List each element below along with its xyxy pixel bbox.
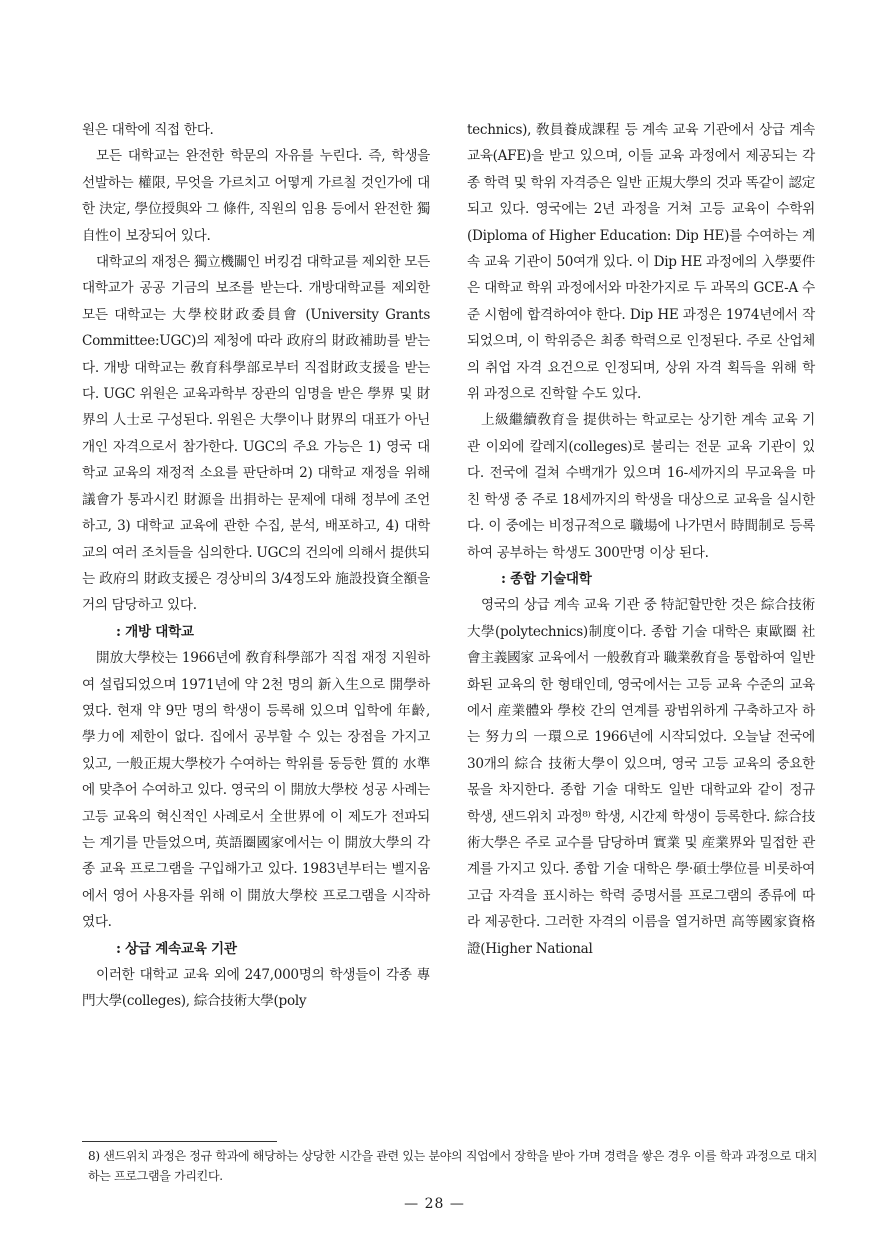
paragraph: 모든 대학교는 완전한 학문의 자유를 누린다. 즉, 학생을 선발하는 權限, 무엇을 가르치고 어떻게 가르칠 것인가에 대한 決定, 學位授與와 그 條件, 직원의 임용 등에서 완전한 獨自性이 보장되어 있다. — [82, 148, 430, 244]
paragraph: 이러한 대학교 교육 외에 247,000명의 학생들이 각종 專門大學(colleges), 綜合技術大學(poly — [82, 967, 430, 1010]
footnote-divider — [82, 1141, 277, 1142]
page-number: — 28 — — [404, 1196, 465, 1212]
footnote-text: 8) 샌드위치 과정은 정규 학과에 해당하는 상당한 시간을 관련 있는 분야의 직업에서 장학을 받아 가며 경력을 쌓은 경우 이를 학과 과정으로 대치하는 프로그램을 가리킨다. — [88, 1149, 818, 1183]
paragraph: 대학교의 재정은 獨立機關인 버킹검 대학교를 제외한 모든 대학교가 공공 기금의 보조를 받는다. 개방대학교를 제외한 모든 대학교는 大學校財政委員會 (University Grants Committee:UGC)의 제청에 따라 政府의 財政補助를 받는다. 개방 대학교는 敎育科學部로부터 직접財政支援을 받는다. UGC 위원은 교육과학부 장관의 임명을 받은 學界 및 財界의 人士로 구성된다. 위원은 大學이나 財界의 대표가 아닌 개인 자격으로서 참가한다. UGC의 주요 가능은 1) 영국 대학교 교육의 재정적 소요를 판단하며 2) 대학교 재정을 위해 議會가 통과시킨 財源을 出捐하는 문제에 대해 정부에 조언하고, 3) 대학교 교육에 관한 수집, 분석, 배포하고, 4) 대학교의 여러 조치들을 심의한다. UGC의 건의에 의해서 提供되는 政府의 財政支援은 경상비의 3/4정도와 施設投資全額을 거의 담당하고 있다. — [82, 254, 430, 614]
right-column — [467, 117, 815, 962]
section-heading: : 개방 대학교 — [116, 623, 194, 640]
paragraph: 上級繼續敎育을 提供하는 학교로는 상기한 계속 교육 기관 이외에 칼레지(colleges)로 불리는 전문 교육 기관이 있다. 전국에 걸쳐 수백개가 있으며 16-세까지의 무교육을 마친 학생 중 주로 18세까지의 학생을 대상으로 교육을 실시한다. 이 중에는 비정규적으로 職場에 나가면서 時間制로 등록하여 공부하는 학생도 300만명 이상 된다. — [467, 412, 815, 561]
paragraph: 원은 대학에 직접 한다. — [82, 122, 214, 138]
paragraph: 開放大學校는 1966년에 敎育科學部가 직접 재정 지원하여 설립되었으며 1971년에 약 2천 명의 新入生으로 開學하였다. 현재 약 9만 명의 학생이 등록해 있으며 입학에 年齡, 學力에 제한이 없다. 집에서 공부할 수 있는 장점을 가지고 있고, 一般正規大學校가 수여하는 학위를 동등한 質的 水準에 맞추어 수여하고 있다. 영국의 이 開放大學校 성공 사례는 고등 교육의 혁신적인 사례로서 全世界에 이 제도가 전파되는 계기를 만들었으며, 英語圈國家에서는 이 開放大學의 각종 교육 프로그램을 구입해가고 있다. 1983년부터는 벨지움에서 영어 사용자를 위해 이 開放大學校 프로그램을 시작하였다. — [82, 650, 430, 931]
section-heading: : 종합 기술대학 — [501, 570, 592, 587]
paragraph: technics), 敎員養成課程 등 계속 교육 기관에서 상급 계속 교육(AFE)을 받고 있으며, 이들 교육 과정에서 제공되는 각종 학력 및 학위 자격증은 일반 正規大學의 것과 똑같이 認定되고 있다. 영국에는 2년 과정을 거쳐 고등 교육이 수학위(Diploma of Higher Education: Dip HE)를 수여하는 계속 교육 기관이 50여개 있다. 이 Dip HE 과정에의 入學要件은 대학교 학위 과정에서와 마찬가지로 두 과목의 GCE-A 수준 시험에 합격하여야 한다. Dip HE 과정은 1974년에서 작되었으며, 이 학위증은 최종 학력으로 인정된다. 주로 산업체의 취업 자격 요건으로 인정되며, 상위 자격 획득을 위해 학위 과정으로 진학할 수도 있다. — [467, 122, 815, 403]
section-heading: : 상급 계속교육 기관 — [116, 940, 237, 957]
paragraph: 영국의 상급 계속 교육 기관 중 特記할만한 것은 綜合技術大學(polytechnics)制度이다. 종합 기술 대학은 東歐圈 社會主義國家 교육에서 一般敎育과 職業敎育을 통합하여 일반화된 교육의 한 형태인데, 영국에서는 고등 교육 수준의 교육에서 産業體와 學校 간의 연계를 광범위하게 구축하고자 하는 努力의 一環으로 1966년에 시작되었다. 오늘날 전국에 30개의 綜合 技術大學이 있으며, 영국 고등 교육의 중요한 몫을 차지한다. 종합 기술 대학도 일반 대학교와 같이 정규 학생, 샌드위치 과정⁸⁾ 학생, 시간제 학생이 등록한다. 綜合技術大學은 주로 교수를 담당하며 實業 및 産業界와 밀접한 관계를 가지고 있다. 종합 기술 대학은 學·碩士學位를 비롯하여 고급 자격을 표시하는 학력 증명서를 프로그램의 종류에 따라 제공한다. 그러한 자격의 이름을 열거하면 高等國家資格證(Higher National — [467, 597, 815, 957]
left-column — [82, 117, 430, 1015]
footnote — [88, 1146, 828, 1186]
